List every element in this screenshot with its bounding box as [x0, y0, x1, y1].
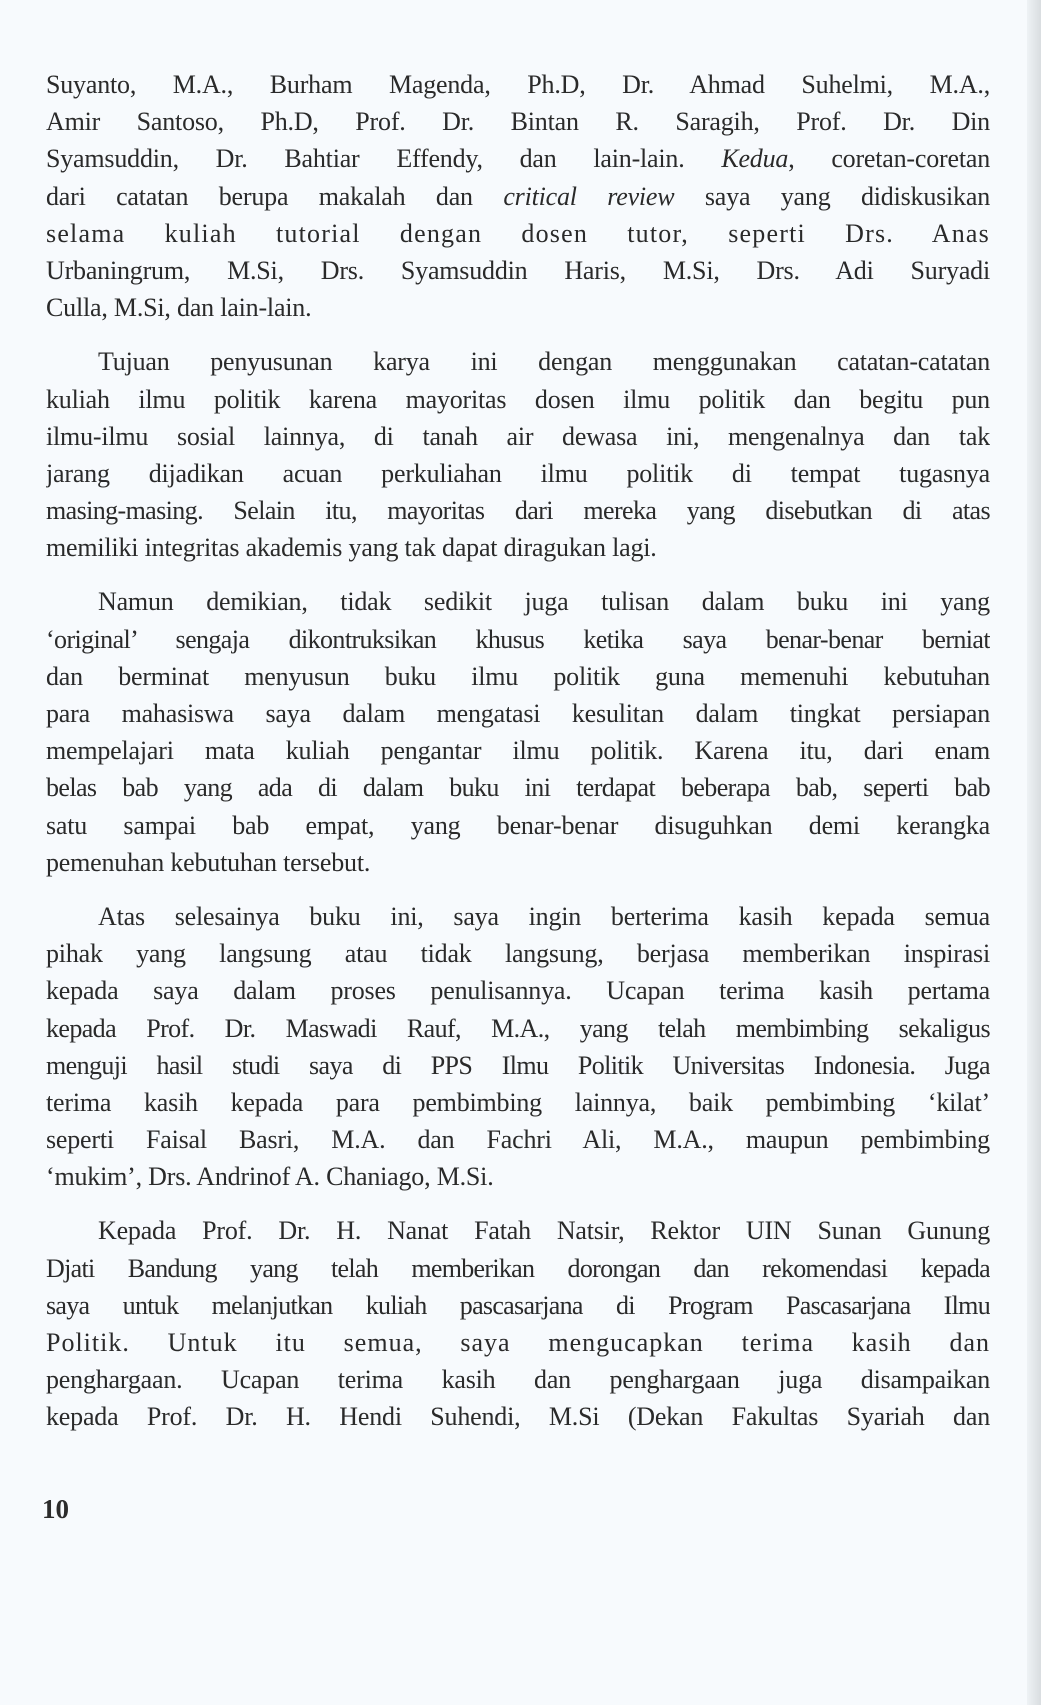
text-line: Atas selesainya buku ini, saya ingin berterima kasih kepada semua	[98, 901, 990, 931]
paragraph-2	[46, 343, 990, 566]
text-line: saya untuk melanjutkan kuliah pascasarjana di Program Pascasarjana Ilmu	[46, 1290, 990, 1320]
text-line: para mahasiswa saya dalam mengatasi kesulitan dalam tingkat persiapan	[46, 699, 990, 728]
text-line: Kepada Prof. Dr. H. Nanat Fatah Natsir, Rektor UIN Sunan Gunung	[98, 1216, 990, 1246]
text-line: ‘mukim’, Drs. Andrinof A. Chaniago, M.Si.	[46, 1162, 494, 1192]
page-edge-shadow	[1027, 0, 1041, 1705]
text-line: memiliki integritas akademis yang tak dapat diragukan lagi.	[46, 533, 657, 563]
text-run: dari catatan berupa makalah dan	[46, 181, 504, 211]
text-line: kepada Prof. Dr. Maswadi Rauf, M.A., yang telah membimbing sekaligus	[46, 1013, 990, 1043]
text-line: seperti Faisal Basri, M.A. dan Fachri Ali, M.A., maupun pembimbing	[46, 1125, 990, 1155]
text-line: terima kasih kepada para pembimbing lainnya, baik pembimbing ‘kilat’	[46, 1087, 990, 1117]
text-line: Culla, M.Si, dan lain-lain.	[46, 293, 312, 323]
text-line: jarang dijadikan acuan perkuliahan ilmu politik di tempat tugasnya	[46, 458, 990, 488]
text-line: penghargaan. Ucapan terima kasih dan penghargaan juga disampaikan	[46, 1365, 990, 1395]
italic-term: critical review	[503, 181, 675, 211]
italic-term: Kedua	[721, 144, 789, 174]
text-line	[46, 178, 990, 215]
text-line: dan berminat menyusun buku ilmu politik guna memenuhi kebutuhan	[46, 661, 990, 691]
text-line: Namun demikian, tidak sedikit juga tulisan dalam buku ini yang	[98, 587, 990, 617]
text-line: Suyanto, M.A., Burham Magenda, Ph.D, Dr. Ahmad Suhelmi, M.A.,	[46, 70, 990, 99]
text-line: Politik. Untuk itu semua, saya mengucapkan terima kasih dan	[46, 1328, 990, 1357]
text-line: ‘original’ sengaja dikontruksikan khusus ketika saya benar-benar berniat	[46, 624, 990, 654]
paragraph-5	[46, 1212, 990, 1435]
text-line: kepada saya dalam proses penulisannya. Ucapan terima kasih pertama	[46, 976, 990, 1006]
paragraph-3	[46, 583, 990, 881]
text-line: Djati Bandung yang telah memberikan dorongan dan rekomendasi kepada	[46, 1253, 990, 1283]
text-line: pihak yang langsung atau tidak langsung, berjasa memberikan inspirasi	[46, 939, 990, 969]
text-line: menguji hasil studi saya di PPS Ilmu Politik Universitas Indonesia. Juga	[46, 1050, 990, 1080]
text-line: belas bab yang ada di dalam buku ini terdapat beberapa bab, seperti bab	[46, 773, 990, 803]
text-line: kuliah ilmu politik karena mayoritas dosen ilmu politik dan begitu pun	[46, 384, 990, 414]
text-line: mempelajari mata kuliah pengantar ilmu politik. Karena itu, dari enam	[46, 736, 990, 766]
text-line: satu sampai bab empat, yang benar-benar disuguhkan demi kerangka	[46, 810, 990, 840]
text-line: Tujuan penyusunan karya ini dengan menggunakan catatan-catatan	[98, 347, 990, 377]
text-line: Urbaningrum, M.Si, Drs. Syamsuddin Haris, M.Si, Drs. Adi Suryadi	[46, 255, 990, 285]
text-line: selama kuliah tutorial dengan dosen tutor, seperti Drs. Anas	[46, 218, 990, 248]
text-line: Amir Santoso, Ph.D, Prof. Dr. Bintan R. Saragih, Prof. Dr. Din	[46, 107, 990, 137]
paragraph-4	[46, 898, 990, 1196]
page-number: 10	[42, 1494, 69, 1524]
text-run: saya yang didiskusikan	[674, 181, 990, 211]
text-line	[46, 140, 990, 177]
text-run: Syamsuddin, Dr. Bahtiar Effendy, dan lain-lain.	[46, 144, 722, 174]
text-line: kepada Prof. Dr. H. Hendi Suhendi, M.Si (Dekan Fakultas Syariah dan	[46, 1402, 990, 1432]
text-line: ilmu-ilmu sosial lainnya, di tanah air dewasa ini, mengenalnya dan tak	[46, 421, 990, 451]
text-line: pemenuhan kebutuhan tersebut.	[46, 847, 371, 877]
page-body	[46, 66, 990, 1453]
text-run: , coretan-coretan	[788, 144, 990, 174]
paragraph-1	[46, 66, 990, 326]
text-line: masing-masing. Selain itu, mayoritas dari mereka yang disebutkan di atas	[46, 496, 990, 526]
